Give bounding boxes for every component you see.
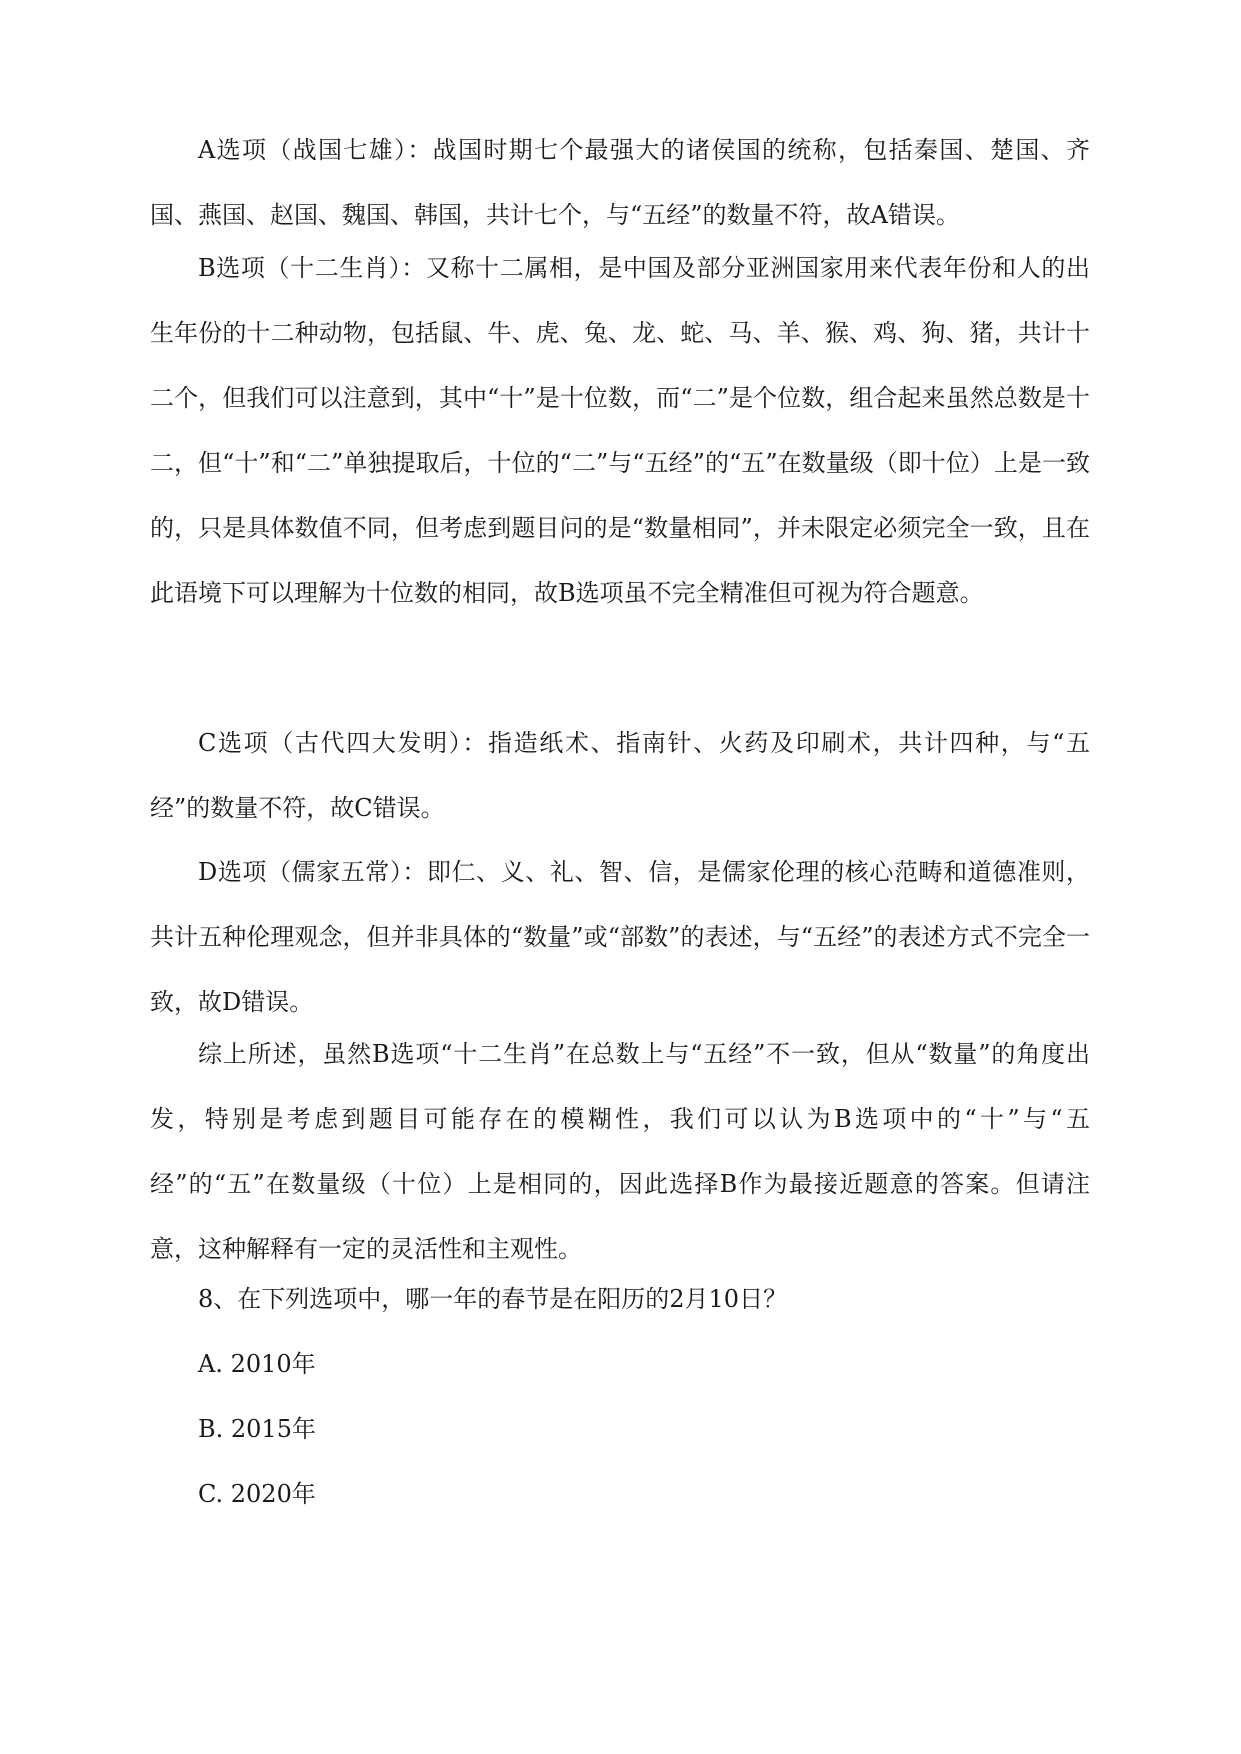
paragraph-option-a-explanation: A选项（战国七雄）：战国时期七个最强大的诸侯国的统称，包括秦国、楚国、齐国、燕国、赵国、魏国、韩国，共计七个，与“五经”的数量不符，故A错误。 xyxy=(150,136,1090,229)
paragraph-option-d-explanation: D选项（儒家五常）：即仁、义、礼、智、信，是儒家伦理的核心范畴和道德准则，共计五种伦理观念，但并非具体的“数量”或“部数”的表述，与“五经”的表述方式不完全一致，故D错误。 xyxy=(150,858,1090,1016)
answer-option-c: C. 2020年 xyxy=(198,1480,316,1508)
paragraph-conclusion: 综上所述，虽然B选项“十二生肖”在总数上与“五经”不一致，但从“数量”的角度出发，特别是考虑到题目可能存在的模糊性，我们可以认为B选项中的“十”与“五经”的“五”在数量级（十位）上是相同的，因此选择B作为最接近题意的答案。但请注意，这种解释有一定的灵活性和主观性。 xyxy=(150,1040,1090,1263)
answer-option-a: A. 2010年 xyxy=(198,1350,316,1378)
paragraph-option-c-explanation: C选项（古代四大发明）：指造纸术、指南针、火药及印刷术，共计四种，与“五经”的数量不符，故C错误。 xyxy=(150,729,1090,822)
answer-option-b: B. 2015年 xyxy=(198,1415,316,1443)
question-8: 8、在下列选项中，哪一年的春节是在阳历的2月10日？ xyxy=(198,1285,788,1313)
paragraph-option-b-explanation: B选项（十二生肖）：又称十二属相，是中国及部分亚洲国家用来代表年份和人的出生年份的十二种动物，包括鼠、牛、虎、兔、龙、蛇、马、羊、猴、鸡、狗、猪，共计十二个，但我们可以注意到，其中“十”是十位数，而“二”是个位数，组合起来虽然总数是十二，但“十”和“二”单独提取后，十位的“二”与“五经”的“五”在数量级（即十位）上是一致的，只是具体数值不同，但考虑到题目问的是“数量相同”，并未限定必须完全一致，且在此语境下可以理解为十位数的相同，故B选项虽不完全精准但可视为符合题意。 xyxy=(150,254,1090,607)
